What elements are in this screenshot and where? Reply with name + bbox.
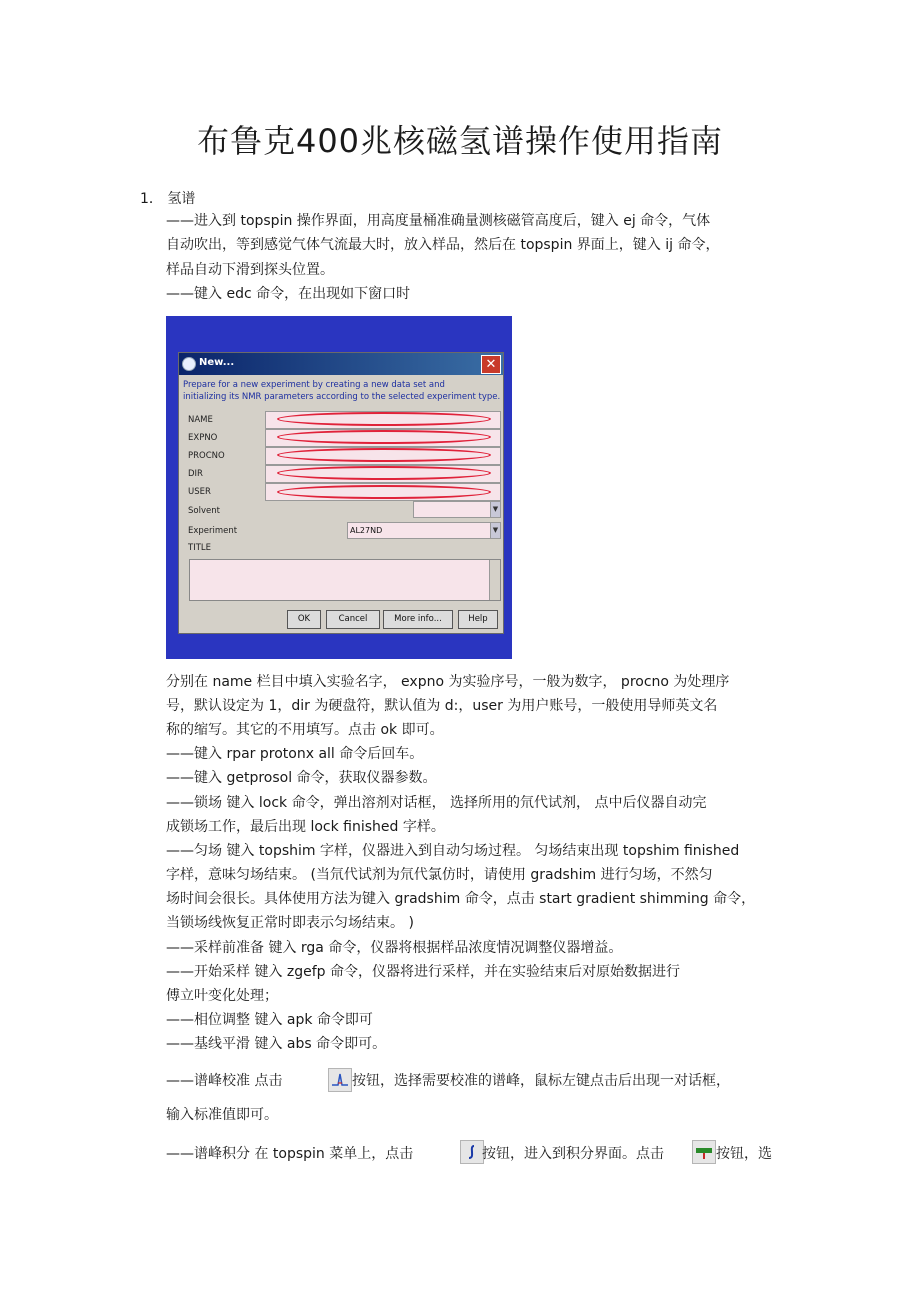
paragraph-line: 按钮，选 — [716, 1146, 772, 1162]
dialog-description — [183, 379, 500, 403]
experiment-value: AL27ND — [350, 526, 383, 535]
paragraph-line: 字样，意味匀场结束。 (当氘代试剂为氘代氯仿时，请使用 gradshim 进行匀场，不然匀 — [166, 867, 713, 883]
paragraph-line: ——匀场 键入 topshim 字样，仪器进入到自动匀场过程。 匀场结束出现 topshim finished — [166, 843, 740, 859]
paragraph-line: 按钮，进入到积分界面。点击 — [482, 1146, 664, 1162]
page-title: 布鲁克400兆核磁氢谱操作使用指南 — [196, 122, 724, 160]
paragraph-line: 按钮，选择需要校准的谱峰，鼠标左键点击后出现一对话框， — [352, 1073, 730, 1089]
dialog-titlebar — [179, 353, 503, 375]
dialog-description-line: initializing its NMR parameters according to the selected experiment type. — [183, 392, 501, 402]
paragraph-line: ——锁场 键入 lock 命令，弹出溶剂对话框， 选择所用的氘代试剂， 点中后仪器自动完 — [166, 795, 707, 811]
calibrate-peak-icon-glyph — [329, 1069, 351, 1091]
user-label: USER — [188, 487, 211, 497]
paragraph-line: 输入标准值即可。 — [166, 1107, 278, 1123]
paragraph-line: 号，默认设定为 1，dir 为硬盘符，默认值为 d:，user 为用户账号，一般使用导师英文名 — [166, 698, 718, 714]
paragraph-line: 当锁场线恢复正常时即表示匀场结束。 ) — [166, 915, 414, 931]
paragraph-line: ——谱峰校准 点击 — [166, 1073, 283, 1089]
section-heading: 1． 氢谱 — [140, 191, 196, 207]
ok-button[interactable]: OK — [287, 610, 321, 629]
solvent-select[interactable] — [413, 501, 501, 518]
highlight-ellipse — [277, 412, 491, 426]
integration-icon — [460, 1140, 484, 1164]
calibrate-peak-icon — [328, 1068, 352, 1092]
paragraph-line: ——谱峰积分 在 topspin 菜单上，点击 — [166, 1146, 414, 1162]
solvent-label: Solvent — [188, 506, 220, 516]
expno-label: EXPNO — [188, 433, 218, 443]
close-icon[interactable]: ✕ — [481, 355, 501, 374]
paragraph-line: 自动吹出，等到感觉气体气流最大时，放入样品，然后在 topspin 界面上，键入 ij 命令， — [166, 237, 720, 253]
paragraph-line: ——键入 edc 命令，在出现如下窗口时 — [166, 286, 411, 302]
highlight-ellipse — [277, 448, 491, 462]
chevron-down-icon[interactable]: ▼ — [490, 502, 500, 517]
new-dialog — [178, 352, 504, 634]
integration-icon-glyph — [461, 1141, 483, 1163]
define-region-icon-glyph — [693, 1141, 715, 1163]
paragraph-line: ——相位调整 键入 apk 命令即可 — [166, 1012, 373, 1028]
help-button[interactable]: Help — [458, 610, 498, 629]
more-info-button[interactable]: More info... — [383, 610, 453, 629]
paragraph-line: ——进入到 topspin 操作界面，用高度量桶准确量测核磁管高度后，键入 ej 命令，气体 — [166, 213, 711, 229]
define-region-icon — [692, 1140, 716, 1164]
highlight-ellipse — [277, 466, 491, 480]
cancel-button[interactable]: Cancel — [326, 610, 380, 629]
paragraph-line: 样品自动下滑到探头位置。 — [166, 262, 334, 278]
app-icon — [182, 357, 196, 371]
paragraph-line: ——采样前准备 键入 rga 命令，仪器将根据样品浓度情况调整仪器增益。 — [166, 940, 623, 956]
title-label: TITLE — [188, 543, 211, 553]
paragraph-line: 傅立叶变化处理； — [166, 988, 278, 1004]
paragraph-line: 场时间会很长。具体使用方法为键入 gradshim 命令，点击 start gradient shimming 命令， — [166, 891, 756, 907]
procno-label: PROCNO — [188, 451, 225, 461]
paragraph-line: 称的缩写。其它的不用填写。点击 ok 即可。 — [166, 722, 444, 738]
paragraph-line: ——开始采样 键入 zgefp 命令，仪器将进行采样，并在实验结束后对原始数据进行 — [166, 964, 681, 980]
experiment-label: Experiment — [188, 526, 238, 536]
name-label: NAME — [188, 415, 213, 425]
dialog-description-line: Prepare for a new experiment by creating a new data set and — [183, 380, 445, 390]
paragraph-line: ——基线平滑 键入 abs 命令即可。 — [166, 1036, 387, 1052]
paragraph-line: ——键入 rpar protonx all 命令后回车。 — [166, 746, 424, 762]
experiment-select[interactable] — [347, 522, 501, 539]
paragraph-line: 分别在 name 栏目中填入实验名字， expno 为实验序号，一般为数字， procno 为处理序 — [166, 674, 730, 690]
dialog-title: New... — [199, 357, 235, 368]
chevron-down-icon[interactable]: ▼ — [490, 523, 500, 538]
dir-label: DIR — [188, 469, 203, 479]
textarea-scrollbar[interactable] — [489, 560, 500, 600]
highlight-ellipse — [277, 430, 491, 444]
paragraph-line: 成锁场工作，最后出现 lock finished 字样。 — [166, 819, 445, 835]
paragraph-line: ——键入 getprosol 命令，获取仪器参数。 — [166, 770, 437, 786]
title-textarea[interactable] — [189, 559, 501, 601]
highlight-ellipse — [277, 485, 491, 499]
